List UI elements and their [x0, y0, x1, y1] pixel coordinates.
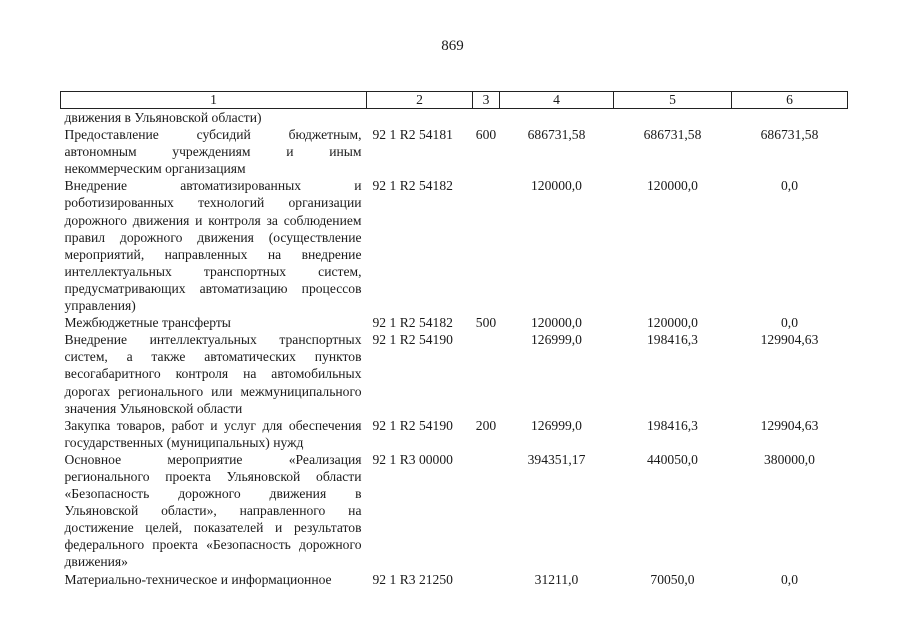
- row-name: Материально-техническое и информационное: [64, 571, 332, 587]
- continuation-text: движения в Ульяновской области): [64, 110, 262, 125]
- row-value-1: 686731,58: [527, 127, 586, 143]
- table-row: [61, 571, 848, 588]
- budget-table: [60, 91, 848, 588]
- row-value-3: 0,0: [781, 315, 798, 331]
- row-value-3: 380000,0: [764, 451, 815, 467]
- row-value-1: 126999,0: [531, 417, 582, 433]
- row-value-2: 120000,0: [647, 178, 698, 194]
- row-value-2: 198416,3: [647, 332, 698, 348]
- table-row: [61, 177, 848, 314]
- header-col-4: 4: [500, 92, 614, 109]
- row-value-2: 686731,58: [643, 127, 702, 143]
- table-header: [61, 92, 848, 109]
- row-vr: [473, 331, 500, 416]
- row-value-1: 120000,0: [531, 315, 582, 331]
- table-row: [61, 417, 848, 451]
- row-value-1: 31211,0: [534, 571, 579, 587]
- row-vr: 500: [475, 315, 497, 331]
- row-value-3: 0,0: [781, 178, 798, 194]
- continuation-row: [61, 109, 848, 127]
- row-value-2: 198416,3: [647, 417, 698, 433]
- row-name: Основное мероприятие «Реализация регионального проекта Ульяновской области «Безопасность дорожного движения в Ульяновской области», направленного на достижение целей, показателей и результатов федерального проекта «Безопасность дорожного движения»: [64, 451, 362, 570]
- row-code: 92 1 R2 54182: [372, 315, 453, 331]
- row-code: 92 1 R2 54182: [372, 178, 453, 194]
- table-row: [61, 331, 848, 416]
- row-code: 92 1 R2 54190: [372, 332, 453, 348]
- table-row: [61, 126, 848, 177]
- header-col-6: 6: [732, 92, 848, 109]
- row-vr: 600: [475, 127, 497, 143]
- row-vr: [473, 177, 500, 314]
- table-body: [61, 109, 848, 588]
- header-col-2: 2: [367, 92, 473, 109]
- row-name: Внедрение интеллектуальных транспортных систем, а также автоматических пунктов весогабаритного контроля на автомобильных дорогах регионального или межмуниципального значения Ульяновской области: [64, 332, 362, 416]
- row-value-3: 129904,63: [760, 332, 819, 348]
- row-value-1: 394351,17: [527, 451, 586, 467]
- row-vr: [473, 451, 500, 571]
- header-col-5: 5: [614, 92, 732, 109]
- row-value-2: 70050,0: [650, 571, 695, 587]
- table-row: [61, 314, 848, 331]
- row-name: Предоставление субсидий бюджетным, автономным учреждениям и иным некоммерческим организациям: [64, 127, 362, 177]
- page-number: 869: [441, 38, 464, 54]
- row-value-2: 120000,0: [647, 315, 698, 331]
- row-name: Межбюджетные трансферты: [64, 315, 231, 331]
- row-vr: 200: [475, 417, 497, 433]
- row-value-3: 0,0: [781, 571, 798, 587]
- row-value-1: 120000,0: [531, 178, 582, 194]
- row-vr: [473, 571, 500, 588]
- header-col-3: 3: [473, 92, 500, 109]
- table-row: [61, 451, 848, 571]
- row-value-3: 129904,63: [760, 417, 819, 433]
- row-value-3: 686731,58: [760, 127, 819, 143]
- row-name: Закупка товаров, работ и услуг для обеспечения государственных (муниципальных) нужд: [64, 417, 362, 450]
- row-code: 92 1 R3 00000: [372, 451, 453, 467]
- row-code: 92 1 R2 54181: [372, 127, 453, 143]
- row-value-1: 126999,0: [531, 332, 582, 348]
- header-row: [61, 92, 848, 109]
- row-code: 92 1 R3 21250: [372, 571, 453, 587]
- row-name: Внедрение автоматизированных и роботизированных технологий организации дорожного движения и контроля за соблюдением правил дорожного движения (осуществление мероприятий, направленных на внедрение интеллектуальных транспортных систем, предусматривающих автоматизацию процессов управления): [64, 178, 362, 314]
- header-col-1: 1: [61, 92, 367, 109]
- row-code: 92 1 R2 54190: [372, 417, 453, 433]
- row-value-2: 440050,0: [647, 451, 698, 467]
